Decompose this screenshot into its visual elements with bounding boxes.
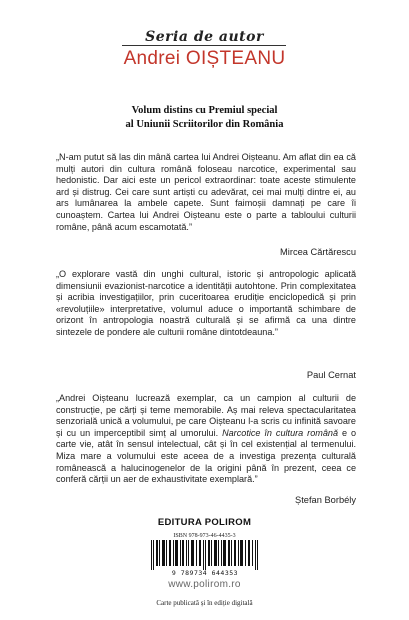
review-3-part-1: „Andrei Oișteanu lucrează exemplar, ca un campion al culturii de construcție, pe cărți și teme memorabile. Aș mai releva spectacularitatea senzorială unică a volumului, pe care Oișteanu l-a scris cu infinită savoare și cu un imperceptibil simț al umorului. [56,393,356,438]
series-title: Seria de autor [145,29,264,45]
review-2-body: „O explorare vastă din unghi cultural, istoric și antropologic aplicată dimensiunii evazionist-narcotice a identității autohtone. Prin complexitatea și acribia investigațiilor, prin cuceritoarea erudiție enciclopedică și prin «revoluțiile» interpretative, volumul aduce o importantă schimbare de orizont în antropologia noastră culturală și se afirmă ca una dintre sintezele de pondere ale culturii române dintotdeauna.” [56,269,356,337]
award-line-2: al Uniunii Scriitorilor din România [125,119,284,130]
award-note [0,104,409,132]
review-1-text [56,152,356,233]
review-2-text [56,269,356,339]
author-name: Andrei OIȘTEANU [123,48,286,69]
book-title: Narcotice în cultura română [222,427,339,438]
isbn-label: ISBN 978-973-46-4435-3 [173,533,236,539]
publisher-name: EDITURA POLIROM [157,517,252,528]
barcode-icon [145,540,265,570]
review-3-text [56,393,356,486]
award-line-1: Volum distins cu Premiul special [131,105,278,116]
review-3-part-2: e o carte vie, atât în sensul intelectual, cât și în cel existențial al termenului. Miza mare a volumului este aceea de a investiga prezența culturală românească a halucinogenelor de la origini până în prezent, ceea ce conferă cărții un aer de exhaustivitate exemplară.” [56,427,357,485]
review-1-body: „N-am putut să las din mână cartea lui Andrei Oișteanu. Am aflat din ea că mulți autori din cultura română foloseau narcotice, experimental sau hedonistic. Dar aici este un pericol extraordinar: toate aceste stimulente ard și distrug. Cei care sunt artiști cu adevărat, cei mai mulți dintre ei, au ars lumânarea la ambele capete. Sunt faimoșii damnați pe care îi cunoaștem. Cartea lui Andrei Oișteanu este o parte a tabloului culturii române, până acum escamotată.” [56,152,356,232]
barcode-digits: 9 789734 644353 [171,569,239,577]
digital-edition-note: Carte publicată și în ediție digitală [156,599,253,607]
review-3-body [56,393,356,486]
review-2-author: Paul Cernat [306,370,356,380]
series-divider [122,45,286,46]
publisher-website-link[interactable]: www.polirom.ro [168,579,241,590]
review-1-author: Mircea Cărtărescu [280,247,356,257]
review-3-author: Ștefan Borbély [295,495,356,505]
